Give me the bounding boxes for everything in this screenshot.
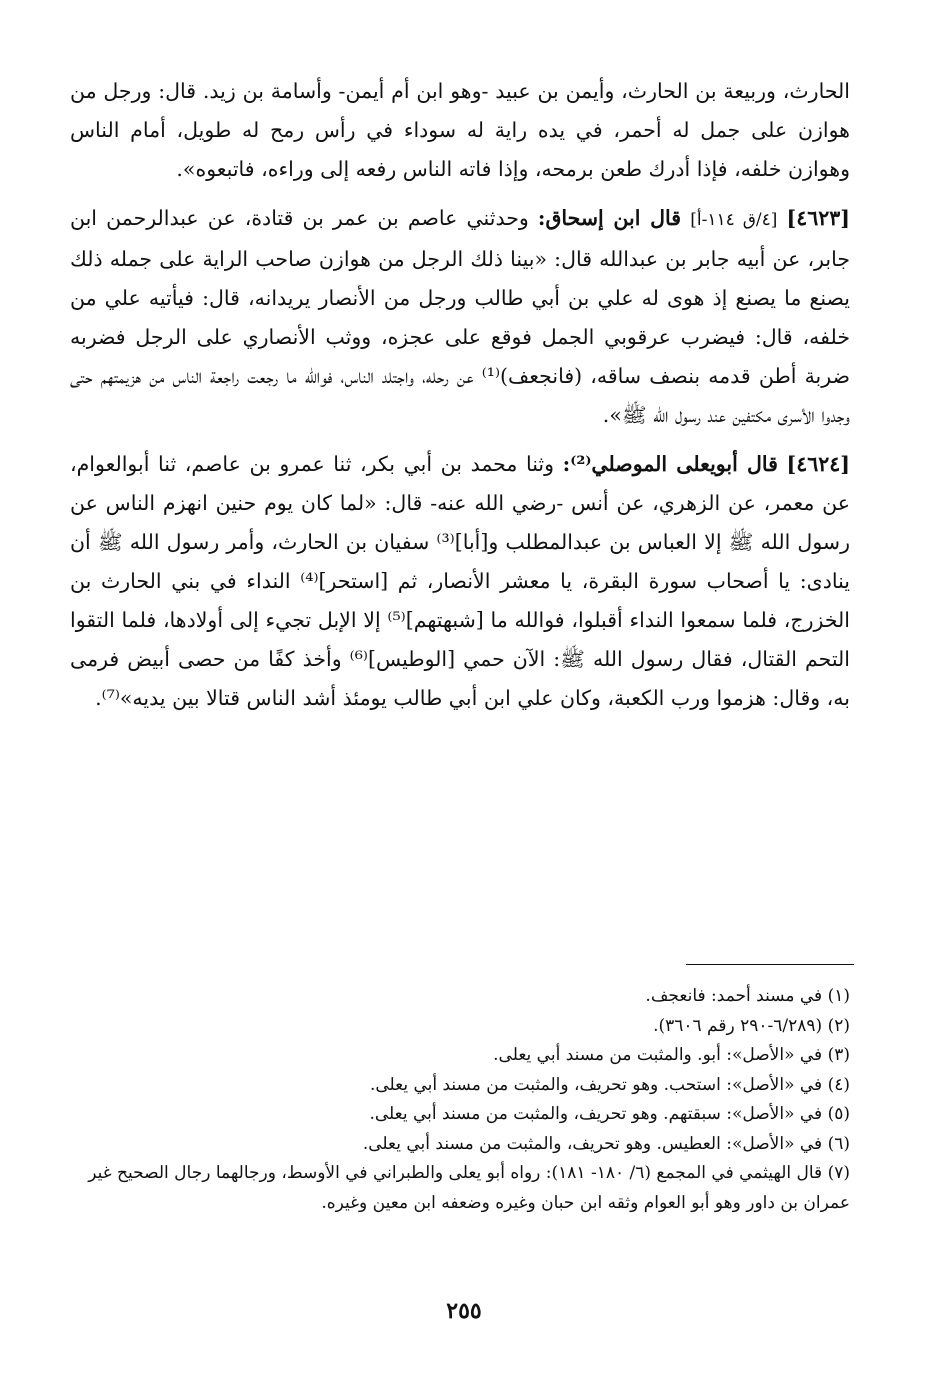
footnote-separator [686,964,854,965]
paragraph-text: وحدثني عاصم بن عمر بن قتادة، عن عبدالرحمن ابن جابر، عن أبيه جابر بن عبدالله قال: «بينا ذلك الرجل من هوازن صاحب الراية على جمله ذلك يصنع ما يصنع إذ هوى له علي بن أبي طالب ورجل من الأنصار يريدانه، قال: فيأتيه علي من خلفه، قال: فيضرب عرقوبي الجمل فوقع على عجزه، ووثب الأنصاري على الرجل فضربه ضربة أطن قدمه بنصف ساقه، (فانجعف)⁽¹⁾ عن رحله، واجتلد الناس، فوالله ما رجعت راجعة الناس من هزيمتهم حتى وجدوا الأسرى مكتفين عند رسول الله ﷺ». [70,206,850,427]
footnote-5: (٥) في «الأصل»: سبقتهم. وهو تحريف، والمثبت من مسند أبي يعلى. [369,1104,850,1124]
narrator-heading: قال ابن إسحاق: [537,206,682,230]
narrator-heading: قال أبويعلى الموصلي⁽²⁾: [562,452,778,476]
hadith-4624 [70,445,850,718]
footnote-7: (٧) قال الهيثمي في المجمع (٦/ ١٨٠- ١٨١): رواه أبو يعلى والطبراني في الأوسط، ورجالهما رجال الصحيح غير عمران بن داور وهو أبو العوام وثقه ابن حبان وغيره وضعفه ابن معين وغيره. [88,1163,850,1213]
manuscript-reference: [٤/ق ١١٤-أ] [690,210,778,230]
paragraph-text: وثنا محمد بن أبي بكر، ثنا عمرو بن عاصم، ثنا أبوالعوام، عن معمر، عن الزهري، عن أنس -رضي الله عنه- قال: «لما كان يوم حنين انهزم الناس عن رسول الله ﷺ إلا العباس بن عبدالمطلب و[أبا]⁽³⁾ سفيان بن الحارث، وأمر رسول الله ﷺ أن ينادى: يا أصحاب سورة البقرة، يا معشر الأنصار، ثم [استحر]⁽⁴⁾ النداء في بني الحارث بن الخزرج، فلما سمعوا النداء أقبلوا، فوالله ما [شبهتهم]⁽⁵⁾ إلا الإبل تجيء إلى أولادها، فلما التقوا التحم القتال، فقال رسول الله ﷺ: الآن حمي [الوطيس]⁽⁶⁾ وأخذ كفًا من حصى أبيض فرمى به، وقال: هزموا ورب الكعبة، وكان علي ابن أبي طالب يومئذ أشد الناس قتالا بين يديه»⁽⁷⁾. [70,452,850,710]
footnotes [70,982,850,1218]
paragraph-text: الحارث، وربيعة بن الحارث، وأيمن بن عبيد -وهو ابن أم أيمن- وأسامة بن زيد. قال: ورجل من هوازن على جمل له أحمر، في يده راية له سوداء في رأس رمح له طويل، أمام الناس وهوازن خلفه، فإذا أدرك طعن برمحه، وإذا فاته الناس رفعه إلى وراءه، فاتبعوه». [70,79,850,181]
footnote-2: (٢) (٦/٢٨٩-٢٩٠ رقم ٣٦٠٦). [653,1015,850,1036]
main-text [70,72,850,718]
hadith-number: [٤٦٢٣] [786,206,850,230]
page-number: ٢٥٥ [446,1298,482,1324]
hadith-number: [٤٦٢٤] [786,452,850,476]
footnote-4: (٤) في «الأصل»: استحب. وهو تحريف، والمثبت من مسند أبي يعلى. [369,1074,850,1095]
paragraph-continuation [70,72,850,189]
hadith-4623 [70,199,850,435]
footnote-1: (١) في مسند أحمد: فانعجف. [645,986,850,1006]
footnote-3: (٣) في «الأصل»: أبو. والمثبت من مسند أبي يعلى. [493,1045,850,1065]
footnote-6: (٦) في «الأصل»: العطيس. وهو تحريف، والمثبت من مسند أبي يعلى. [362,1133,850,1154]
